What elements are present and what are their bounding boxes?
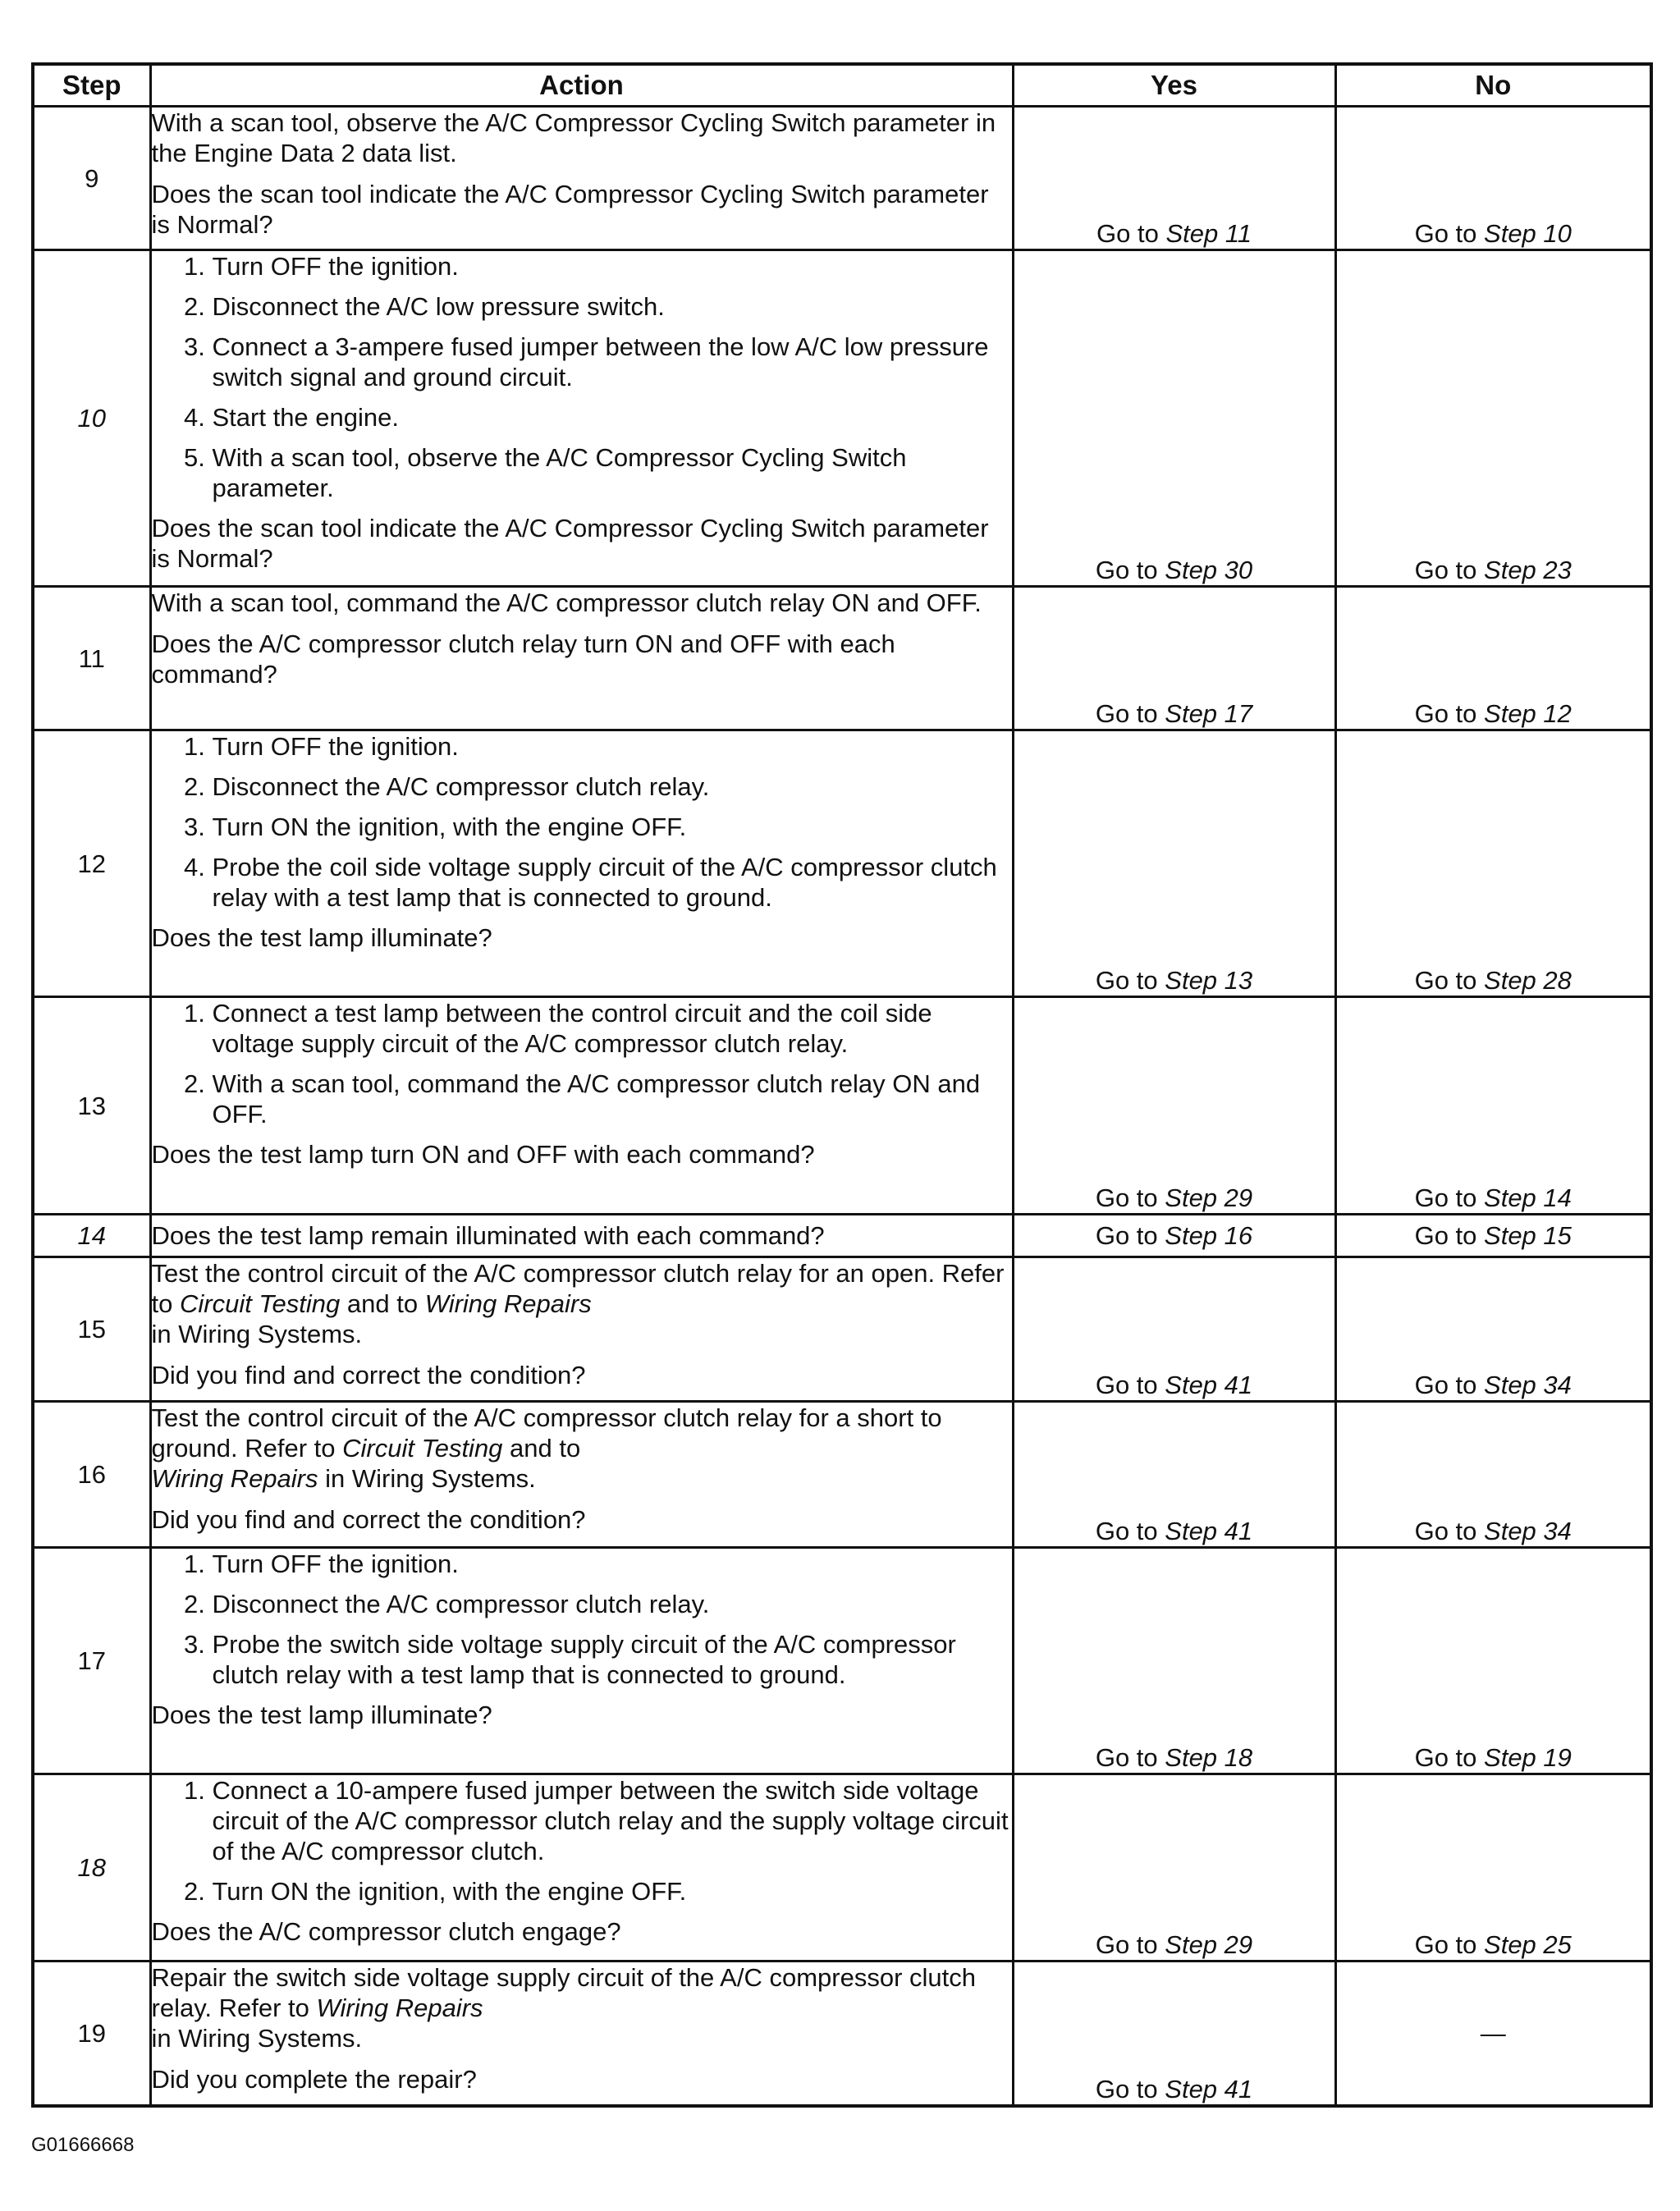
yes-cell bbox=[1013, 730, 1335, 997]
table-row bbox=[33, 997, 1651, 1215]
table-row bbox=[33, 107, 1651, 250]
no-cell bbox=[1335, 587, 1651, 730]
no-cell bbox=[1335, 250, 1651, 587]
no-cell bbox=[1335, 1257, 1651, 1402]
diagnostic-table bbox=[31, 62, 1653, 2108]
yes-step-link[interactable]: Step 29 bbox=[1165, 1930, 1253, 1959]
action-text-part: in Wiring Systems. bbox=[151, 1320, 363, 1348]
action-cell bbox=[150, 1215, 1013, 1257]
action-cell bbox=[150, 107, 1013, 250]
action-cell bbox=[150, 250, 1013, 587]
action-text bbox=[152, 1258, 1012, 1349]
action-text-part: in Wiring Systems. bbox=[151, 2024, 363, 2053]
no-step-link[interactable]: Step 10 bbox=[1484, 219, 1572, 248]
yes-prefix: Go to bbox=[1095, 966, 1158, 995]
no-prefix: Go to bbox=[1414, 1221, 1477, 1250]
step-number: 14 bbox=[33, 1215, 150, 1257]
no-prefix: Go to bbox=[1414, 966, 1477, 995]
no-prefix: Go to bbox=[1414, 1930, 1477, 1959]
action-question: Does the test lamp illuminate? bbox=[151, 1701, 492, 1729]
no-cell bbox=[1335, 1548, 1651, 1774]
no-prefix: Go to bbox=[1414, 1183, 1477, 1212]
step-number: 13 bbox=[33, 997, 150, 1215]
no-cell bbox=[1335, 730, 1651, 997]
yes-cell bbox=[1013, 1215, 1335, 1257]
yes-prefix: Go to bbox=[1095, 1371, 1158, 1399]
header-yes: Yes bbox=[1013, 64, 1335, 107]
yes-cell bbox=[1013, 997, 1335, 1215]
no-cell bbox=[1335, 107, 1651, 250]
table-row bbox=[33, 1402, 1651, 1548]
yes-prefix: Go to bbox=[1095, 1517, 1158, 1545]
action-cell bbox=[150, 1548, 1013, 1774]
no-step-link[interactable]: Step 19 bbox=[1484, 1743, 1572, 1772]
yes-prefix: Go to bbox=[1095, 556, 1158, 584]
action-step-item: 1. Turn OFF the ignition. bbox=[213, 731, 1012, 762]
action-text-part: Repair the switch side voltage supply circuit of the A/C compressor clutch relay. Refer to bbox=[151, 1963, 977, 2022]
action-question: Did you find and correct the condition? bbox=[151, 1361, 586, 1389]
action-text-part: Test the control circuit of the A/C compressor clutch relay for an open. Refer to bbox=[151, 1259, 1005, 1318]
action-text: With a scan tool, command the A/C compressor clutch relay ON and OFF. bbox=[151, 588, 982, 617]
action-step-item: 4. Probe the coil side voltage supply circuit of the A/C compressor clutch relay with a test lamp that is connected to ground. bbox=[213, 852, 1012, 913]
action-question: Did you find and correct the condition? bbox=[151, 1505, 586, 1534]
no-step-link[interactable]: Step 15 bbox=[1484, 1221, 1572, 1250]
action-step-item: 2. Turn ON the ignition, with the engine OFF. bbox=[213, 1876, 1012, 1907]
action-step-item: 1. Turn OFF the ignition. bbox=[213, 251, 1012, 282]
header-action: Action bbox=[150, 64, 1013, 107]
step-number: 10 bbox=[33, 250, 150, 587]
action-question: Did you complete the repair? bbox=[151, 2065, 477, 2094]
action-text-part: and to bbox=[510, 1434, 581, 1463]
table-row bbox=[33, 587, 1651, 730]
no-prefix: Go to bbox=[1414, 699, 1477, 728]
yes-cell bbox=[1013, 107, 1335, 250]
yes-cell bbox=[1013, 1402, 1335, 1548]
no-cell bbox=[1335, 1402, 1651, 1548]
yes-step-link[interactable]: Step 13 bbox=[1165, 966, 1253, 995]
header-no: No bbox=[1335, 64, 1651, 107]
action-step-item: 2. Disconnect the A/C compressor clutch relay. bbox=[213, 771, 1012, 802]
yes-step-link[interactable]: Step 16 bbox=[1165, 1221, 1253, 1250]
yes-step-link[interactable]: Step 17 bbox=[1165, 699, 1253, 728]
step-number: 17 bbox=[33, 1548, 150, 1774]
action-text-part: Test the control circuit of the A/C compressor clutch relay for a short to ground. Refer to bbox=[151, 1403, 942, 1463]
yes-prefix: Go to bbox=[1095, 1221, 1158, 1250]
action-step-item: 3. Connect a 3-ampere fused jumper between the low A/C low pressure switch signal and ground circuit. bbox=[213, 332, 1012, 392]
action-step-item: 4. Start the engine. bbox=[213, 402, 1012, 433]
action-step-item: 5. With a scan tool, observe the A/C Compressor Cycling Switch parameter. bbox=[213, 442, 1012, 503]
action-step-item: 2. Disconnect the A/C compressor clutch relay. bbox=[213, 1589, 1012, 1619]
action-cell bbox=[150, 1774, 1013, 1962]
yes-prefix: Go to bbox=[1095, 1183, 1158, 1212]
yes-step-link[interactable]: Step 30 bbox=[1165, 556, 1253, 584]
action-question: Does the scan tool indicate the A/C Compressor Cycling Switch parameter is Normal? bbox=[151, 180, 989, 239]
step-number: 16 bbox=[33, 1402, 150, 1548]
table-row bbox=[33, 730, 1651, 997]
table-row bbox=[33, 1548, 1651, 1774]
action-question: Does the A/C compressor clutch relay turn ON and OFF with each command? bbox=[151, 629, 895, 689]
yes-cell bbox=[1013, 1962, 1335, 2106]
circuit-testing-link[interactable]: Circuit Testing bbox=[179, 1289, 341, 1318]
step-number: 9 bbox=[33, 107, 150, 250]
no-step-link[interactable]: Step 25 bbox=[1484, 1930, 1572, 1959]
action-step-item: 3. Turn ON the ignition, with the engine OFF. bbox=[213, 812, 1012, 842]
action-cell bbox=[150, 1402, 1013, 1548]
yes-cell bbox=[1013, 1774, 1335, 1962]
yes-prefix: Go to bbox=[1095, 1743, 1158, 1772]
no-step-link[interactable]: Step 34 bbox=[1484, 1371, 1572, 1399]
action-cell bbox=[150, 587, 1013, 730]
header-step: Step bbox=[33, 64, 150, 107]
action-steps-list bbox=[152, 1549, 1012, 1690]
table-row bbox=[33, 1774, 1651, 1962]
action-step-item: 2. With a scan tool, command the A/C compressor clutch relay ON and OFF. bbox=[213, 1069, 1012, 1129]
circuit-testing-link[interactable]: Circuit Testing bbox=[342, 1434, 503, 1463]
action-steps-list bbox=[152, 731, 1012, 913]
action-question: Does the scan tool indicate the A/C Compressor Cycling Switch parameter is Normal? bbox=[151, 514, 989, 573]
action-text: With a scan tool, observe the A/C Compressor Cycling Switch parameter in the Engine Data 2 data list. bbox=[151, 108, 996, 167]
table-row bbox=[33, 1962, 1651, 2106]
action-cell bbox=[150, 997, 1013, 1215]
action-steps-list bbox=[152, 1775, 1012, 1907]
step-number: 12 bbox=[33, 730, 150, 997]
yes-cell bbox=[1013, 587, 1335, 730]
wiring-repairs-link[interactable]: Wiring Repairs bbox=[316, 1994, 483, 2022]
action-steps-list bbox=[152, 998, 1012, 1129]
action-steps-list bbox=[152, 251, 1012, 503]
action-step-item: 1. Connect a test lamp between the control circuit and the coil side voltage supply circuit of the A/C compressor clutch relay. bbox=[213, 998, 1012, 1059]
yes-cell bbox=[1013, 1548, 1335, 1774]
action-cell bbox=[150, 1257, 1013, 1402]
no-prefix: Go to bbox=[1414, 219, 1477, 248]
no-step-link[interactable]: Step 23 bbox=[1484, 556, 1572, 584]
action-step-item: 2. Disconnect the A/C low pressure switch. bbox=[213, 291, 1012, 322]
action-cell bbox=[150, 1962, 1013, 2106]
no-prefix: Go to bbox=[1414, 556, 1477, 584]
yes-cell bbox=[1013, 1257, 1335, 1402]
yes-prefix: Go to bbox=[1096, 219, 1159, 248]
action-cell bbox=[150, 730, 1013, 997]
yes-step-link[interactable]: Step 41 bbox=[1165, 1517, 1253, 1545]
action-question: Does the test lamp remain illuminated with each command? bbox=[151, 1221, 825, 1250]
yes-step-link[interactable]: Step 41 bbox=[1165, 1371, 1253, 1399]
action-question: Does the test lamp illuminate? bbox=[151, 923, 492, 952]
no-step-link[interactable]: Step 28 bbox=[1484, 966, 1572, 995]
yes-prefix: Go to bbox=[1095, 699, 1158, 728]
figure-code: G01666668 bbox=[31, 2134, 135, 2156]
no-cell bbox=[1335, 1774, 1651, 1962]
no-step-link[interactable]: Step 12 bbox=[1484, 699, 1572, 728]
action-question: Does the test lamp turn ON and OFF with each command? bbox=[151, 1140, 815, 1169]
no-cell-dash: — bbox=[1335, 1962, 1651, 2106]
action-text bbox=[152, 1962, 1012, 2053]
step-number: 18 bbox=[33, 1774, 150, 1962]
table-row bbox=[33, 250, 1651, 587]
yes-step-link[interactable]: Step 29 bbox=[1165, 1183, 1253, 1212]
yes-prefix: Go to bbox=[1095, 1930, 1158, 1959]
no-prefix: Go to bbox=[1414, 1371, 1477, 1399]
wiring-repairs-link[interactable]: Wiring Repairs bbox=[424, 1289, 592, 1318]
step-number: 19 bbox=[33, 1962, 150, 2106]
yes-step-link[interactable]: Step 11 bbox=[1165, 219, 1252, 248]
action-text-part: and to bbox=[346, 1289, 419, 1318]
table-row bbox=[33, 1257, 1651, 1402]
yes-prefix: Go to bbox=[1095, 2074, 1158, 2103]
action-step-item: 1. Turn OFF the ignition. bbox=[213, 1549, 1012, 1579]
step-number: 11 bbox=[33, 587, 150, 730]
wiring-repairs-link[interactable]: Wiring Repairs bbox=[151, 1464, 318, 1493]
no-cell bbox=[1335, 1215, 1651, 1257]
table-row bbox=[33, 1215, 1651, 1257]
no-prefix: Go to bbox=[1414, 1743, 1477, 1772]
yes-cell bbox=[1013, 250, 1335, 587]
no-step-link[interactable]: Step 34 bbox=[1484, 1517, 1572, 1545]
yes-step-link[interactable]: Step 41 bbox=[1165, 2074, 1253, 2103]
header-row bbox=[33, 64, 1651, 107]
action-step-item: 3. Probe the switch side voltage supply circuit of the A/C compressor clutch relay with a test lamp that is connected to ground. bbox=[213, 1629, 1012, 1690]
no-step-link[interactable]: Step 14 bbox=[1484, 1183, 1572, 1212]
action-question: Does the A/C compressor clutch engage? bbox=[151, 1917, 621, 1946]
step-number: 15 bbox=[33, 1257, 150, 1402]
action-text-part: in Wiring Systems. bbox=[325, 1464, 536, 1493]
action-text bbox=[152, 1403, 1012, 1494]
no-cell bbox=[1335, 997, 1651, 1215]
action-step-item: 1. Connect a 10-ampere fused jumper between the switch side voltage circuit of the A/C compressor clutch relay and the supply voltage circuit of the A/C compressor clutch. bbox=[213, 1775, 1012, 1866]
yes-step-link[interactable]: Step 18 bbox=[1165, 1743, 1253, 1772]
no-prefix: Go to bbox=[1414, 1517, 1477, 1545]
